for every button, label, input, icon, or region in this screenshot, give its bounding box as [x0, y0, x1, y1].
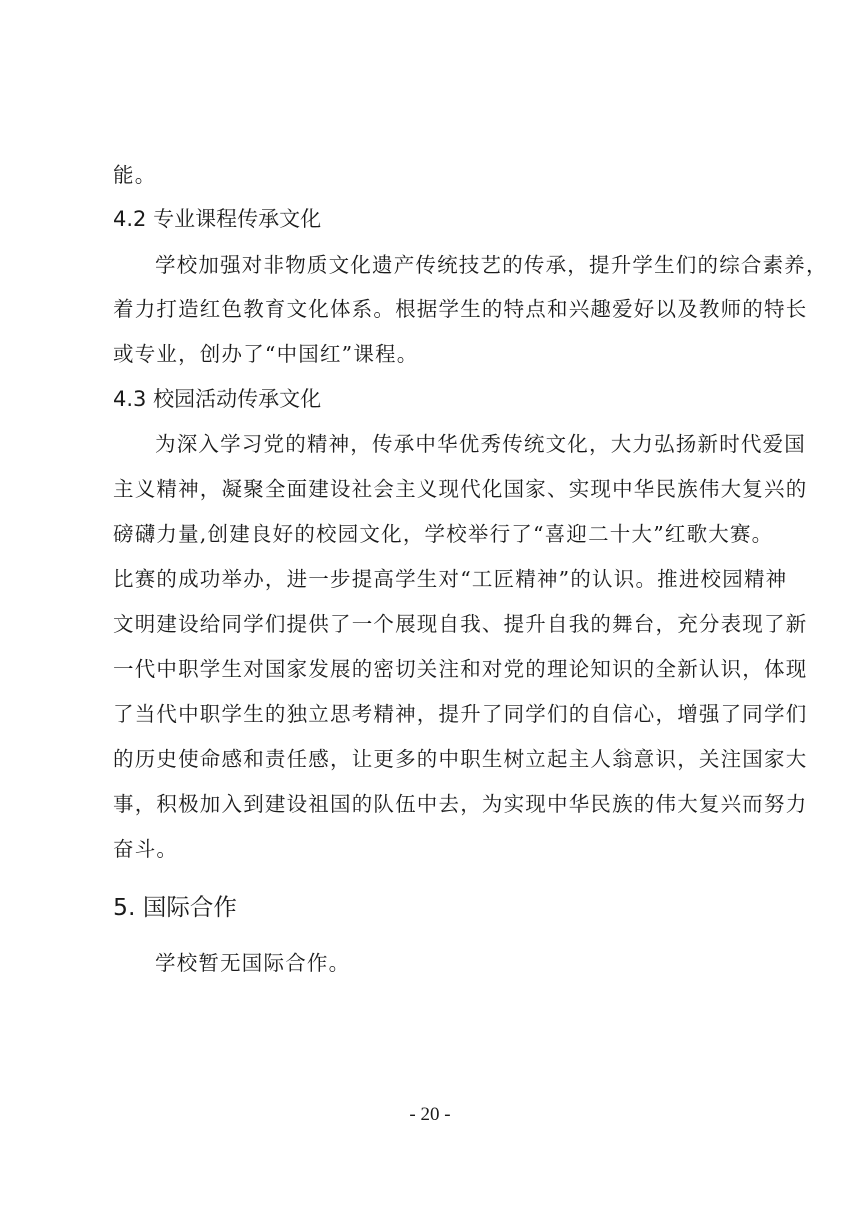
paragraph-line: 或专业，创办了“中国红”课程。	[113, 342, 419, 366]
paragraph-line: 一代中职学生对国家发展的密切关注和对党的理论知识的全新认识，体现	[113, 657, 808, 681]
paragraph-line: 着力打造红色教育文化体系。根据学生的特点和兴趣爱好以及教师的特长	[113, 297, 808, 321]
paragraph-line: 比赛的成功举办，进一步提高学生对“工匠精神”的认识。推进校园精神	[113, 567, 788, 591]
section-heading-5: 5. 国际合作	[113, 893, 237, 921]
paragraph-line: 磅礴力量,创建良好的校园文化，学校举行了“喜迎二十大”红歌大赛。	[113, 522, 774, 546]
paragraph-line: 主义精神，凝聚全面建设社会主义现代化国家、实现中华民族伟大复兴的	[113, 477, 808, 501]
section-heading-4-2: 4.2 专业课程传承文化	[113, 207, 322, 231]
paragraph-line: 了当代中职学生的独立思考精神，提升了同学们的自信心，增强了同学们	[113, 702, 808, 726]
paragraph-line: 的历史使命感和责任感，让更多的中职生树立起主人翁意识，关注国家大	[113, 747, 808, 771]
paragraph-line: 文明建设给同学们提供了一个展现自我、提升自我的舞台，充分表现了新	[113, 612, 808, 636]
paragraph-line: 奋斗。	[113, 837, 179, 861]
paragraph-line: 学校暂无国际合作。	[155, 951, 351, 975]
paragraph-continuation: 能。	[113, 163, 157, 187]
paragraph-line: 学校加强对非物质文化遗产传统技艺的传承，提升学生们的综合素养，	[155, 253, 828, 277]
paragraph-line: 事，积极加入到建设祖国的队伍中去，为实现中华民族的伟大复兴而努力	[113, 792, 808, 816]
paragraph-line: 为深入学习党的精神，传承中华优秀传统文化，大力弘扬新时代爱国	[155, 432, 806, 456]
page-number: - 20 -	[409, 1104, 451, 1125]
section-heading-4-3: 4.3 校园活动传承文化	[113, 387, 322, 411]
